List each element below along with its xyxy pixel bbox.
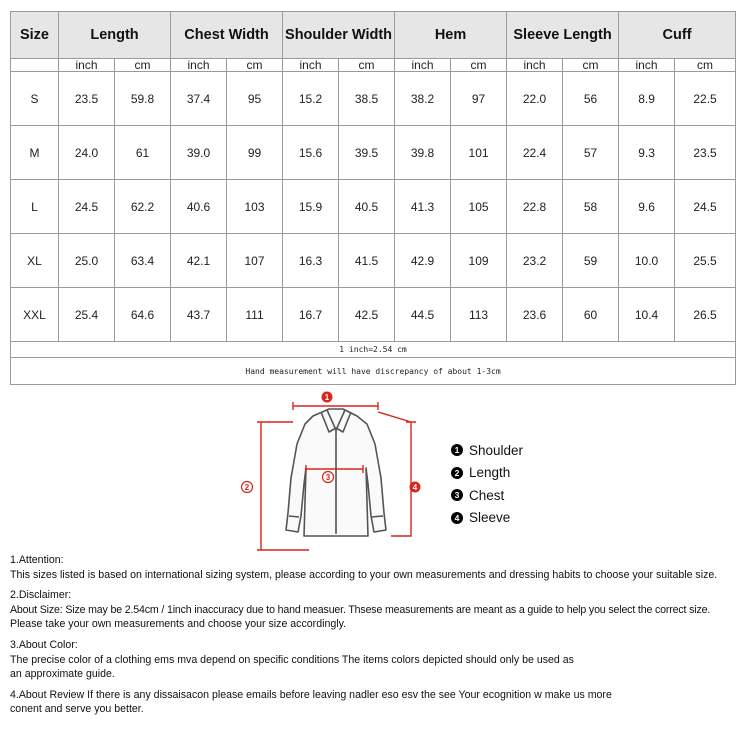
- unit-cm: cm: [227, 59, 283, 72]
- header-cuff: Cuff: [619, 12, 736, 59]
- legend-number: 2: [451, 467, 463, 479]
- legend-number: 4: [451, 512, 463, 524]
- measurement-cell: 97: [451, 72, 507, 126]
- measurement-cell: 25.4: [59, 288, 115, 342]
- measurement-cell: 41.5: [339, 234, 395, 288]
- header-hem: Hem: [395, 12, 507, 59]
- discrepancy-note: Hand measurement will have discrepancy of about 1-3cm: [11, 358, 736, 385]
- measurement-cell: 101: [451, 126, 507, 180]
- note-attention: [10, 553, 745, 582]
- measurement-cell: 42.1: [171, 234, 227, 288]
- measurement-cell: 23.5: [675, 126, 736, 180]
- table-row: [11, 234, 736, 288]
- note-about-review: [10, 688, 745, 717]
- length-measure-line: [257, 422, 265, 550]
- measurement-cell: 10.4: [619, 288, 675, 342]
- marker-4: 4: [412, 483, 418, 492]
- measurement-cell: 16.3: [283, 234, 339, 288]
- measurement-cell: 61: [115, 126, 171, 180]
- note-line: This sizes listed is based on international sizing system, please according to your own measurements and dressing habits to choose your suitable size.: [10, 568, 718, 581]
- note-about-color: [10, 638, 745, 682]
- header-size: Size: [11, 12, 59, 59]
- conversion-note: 1 inch=2.54 cm: [11, 342, 736, 358]
- size-cell: L: [11, 180, 59, 234]
- measurement-cell: 58: [563, 180, 619, 234]
- measurement-cell: 60: [563, 288, 619, 342]
- note-title: 2.Disclaimer:: [10, 589, 72, 602]
- unit-inch: inch: [171, 59, 227, 72]
- legend-label: Length: [469, 465, 511, 481]
- unit-row: [11, 59, 736, 72]
- measurement-cell: 105: [451, 180, 507, 234]
- measurement-cell: 25.0: [59, 234, 115, 288]
- measurement-cell: 44.5: [395, 288, 451, 342]
- unit-inch: inch: [395, 59, 451, 72]
- measurement-cell: 8.9: [619, 72, 675, 126]
- measurement-cell: 22.8: [507, 180, 563, 234]
- measurement-cell: 109: [451, 234, 507, 288]
- measurement-cell: 22.4: [507, 126, 563, 180]
- measurement-cell: 10.0: [619, 234, 675, 288]
- measurement-cell: 39.0: [171, 126, 227, 180]
- measurement-cell: 37.4: [171, 72, 227, 126]
- measurement-cell: 103: [227, 180, 283, 234]
- header-length: Length: [59, 12, 171, 59]
- legend-number: 1: [451, 444, 463, 456]
- size-chart-table: [10, 11, 736, 385]
- marker-2: 2: [244, 483, 250, 492]
- table-row: [11, 72, 736, 126]
- size-cell: XL: [11, 234, 59, 288]
- measurement-cell: 41.3: [395, 180, 451, 234]
- legend-label: Shoulder: [469, 442, 524, 458]
- measurement-cell: 113: [451, 288, 507, 342]
- measurement-cell: 15.9: [283, 180, 339, 234]
- measurement-cell: 24.5: [675, 180, 736, 234]
- measurement-cell: 24.0: [59, 126, 115, 180]
- measurement-cell: 63.4: [115, 234, 171, 288]
- measurement-cell: 111: [227, 288, 283, 342]
- note-title: 3.About Color:: [10, 638, 78, 651]
- measurement-cell: 9.6: [619, 180, 675, 234]
- measurement-cell: 16.7: [283, 288, 339, 342]
- measurement-cell: 22.5: [675, 72, 736, 126]
- diagram-legend: [451, 439, 523, 529]
- measurement-cell: 40.6: [171, 180, 227, 234]
- unit-inch: inch: [507, 59, 563, 72]
- legend-number: 3: [451, 489, 463, 501]
- measurement-cell: 57: [563, 126, 619, 180]
- note-title: 1.Attention:: [10, 554, 64, 566]
- measurement-cell: 26.5: [675, 288, 736, 342]
- legend-label: Sleeve: [469, 510, 511, 526]
- note-line: conent and serve you better.: [10, 703, 144, 716]
- measurement-cell: 59: [563, 234, 619, 288]
- unit-inch: inch: [619, 59, 675, 72]
- table-header-row: [11, 12, 736, 59]
- unit-inch: inch: [59, 59, 115, 72]
- measurement-cell: 62.2: [115, 180, 171, 234]
- size-cell: M: [11, 126, 59, 180]
- size-cell: XXL: [11, 288, 59, 342]
- measurement-cell: 15.6: [283, 126, 339, 180]
- measurement-cell: 43.7: [171, 288, 227, 342]
- measurement-cell: 38.2: [395, 72, 451, 126]
- measurement-cell: 64.6: [115, 288, 171, 342]
- legend-label: Chest: [469, 487, 505, 503]
- legend-item-shoulder: [451, 439, 523, 462]
- marker-1: 1: [324, 393, 330, 402]
- conversion-note-row: [11, 342, 736, 358]
- shirt-measurement-diagram: [235, 388, 435, 556]
- legend-item-chest: [451, 484, 523, 507]
- size-rows: [11, 72, 736, 342]
- note-line: About Size: Size may be 2.54cm / 1inch inaccuracy due to hand measuer. Thsese measurements are meant as a guide to help you select the correct size.: [10, 603, 711, 616]
- measurement-cell: 39.5: [339, 126, 395, 180]
- unit-cell-empty: [11, 59, 59, 72]
- unit-cm: cm: [563, 59, 619, 72]
- note-disclaimer: [10, 588, 745, 632]
- measurement-cell: 99: [227, 126, 283, 180]
- measurement-cell: 40.5: [339, 180, 395, 234]
- table-row: [11, 180, 736, 234]
- measurement-cell: 42.5: [339, 288, 395, 342]
- marker-3: 3: [325, 473, 331, 482]
- legend-item-length: [451, 462, 523, 485]
- measurement-cell: 22.0: [507, 72, 563, 126]
- table-row: [11, 126, 736, 180]
- measurement-cell: 23.5: [59, 72, 115, 126]
- measurement-cell: 95: [227, 72, 283, 126]
- legend-item-sleeve: [451, 507, 523, 530]
- note-line: an approximate guide.: [10, 668, 115, 681]
- measurement-cell: 42.9: [395, 234, 451, 288]
- note-line: 4.About Review If there is any dissaisacon please emails before leaving nadler eso esv the see Your ecognition w make us more: [10, 688, 612, 701]
- measurement-cell: 59.8: [115, 72, 171, 126]
- notes-section: [10, 553, 745, 717]
- unit-cm: cm: [339, 59, 395, 72]
- measurement-cell: 24.5: [59, 180, 115, 234]
- discrepancy-note-row: [11, 358, 736, 385]
- header-shoulder-width: Shoulder Width: [283, 12, 395, 59]
- measurement-cell: 39.8: [395, 126, 451, 180]
- measurement-cell: 107: [227, 234, 283, 288]
- table-row: [11, 288, 736, 342]
- measurement-cell: 38.5: [339, 72, 395, 126]
- note-line: Please take your own measurements and choose your size accordingly.: [10, 618, 347, 631]
- note-line: The precise color of a clothing ems mva depend on specific conditions The items colors depicted should only be used as: [10, 653, 574, 666]
- unit-inch: inch: [283, 59, 339, 72]
- header-sleeve-length: Sleeve Length: [507, 12, 619, 59]
- measurement-cell: 23.2: [507, 234, 563, 288]
- measurement-cell: 15.2: [283, 72, 339, 126]
- measurement-cell: 25.5: [675, 234, 736, 288]
- measurement-cell: 9.3: [619, 126, 675, 180]
- size-cell: S: [11, 72, 59, 126]
- unit-cm: cm: [115, 59, 171, 72]
- unit-cm: cm: [675, 59, 736, 72]
- measurement-cell: 23.6: [507, 288, 563, 342]
- shirt-outline-icon: [286, 409, 386, 536]
- header-chest-width: Chest Width: [171, 12, 283, 59]
- measurement-cell: 56: [563, 72, 619, 126]
- unit-cm: cm: [451, 59, 507, 72]
